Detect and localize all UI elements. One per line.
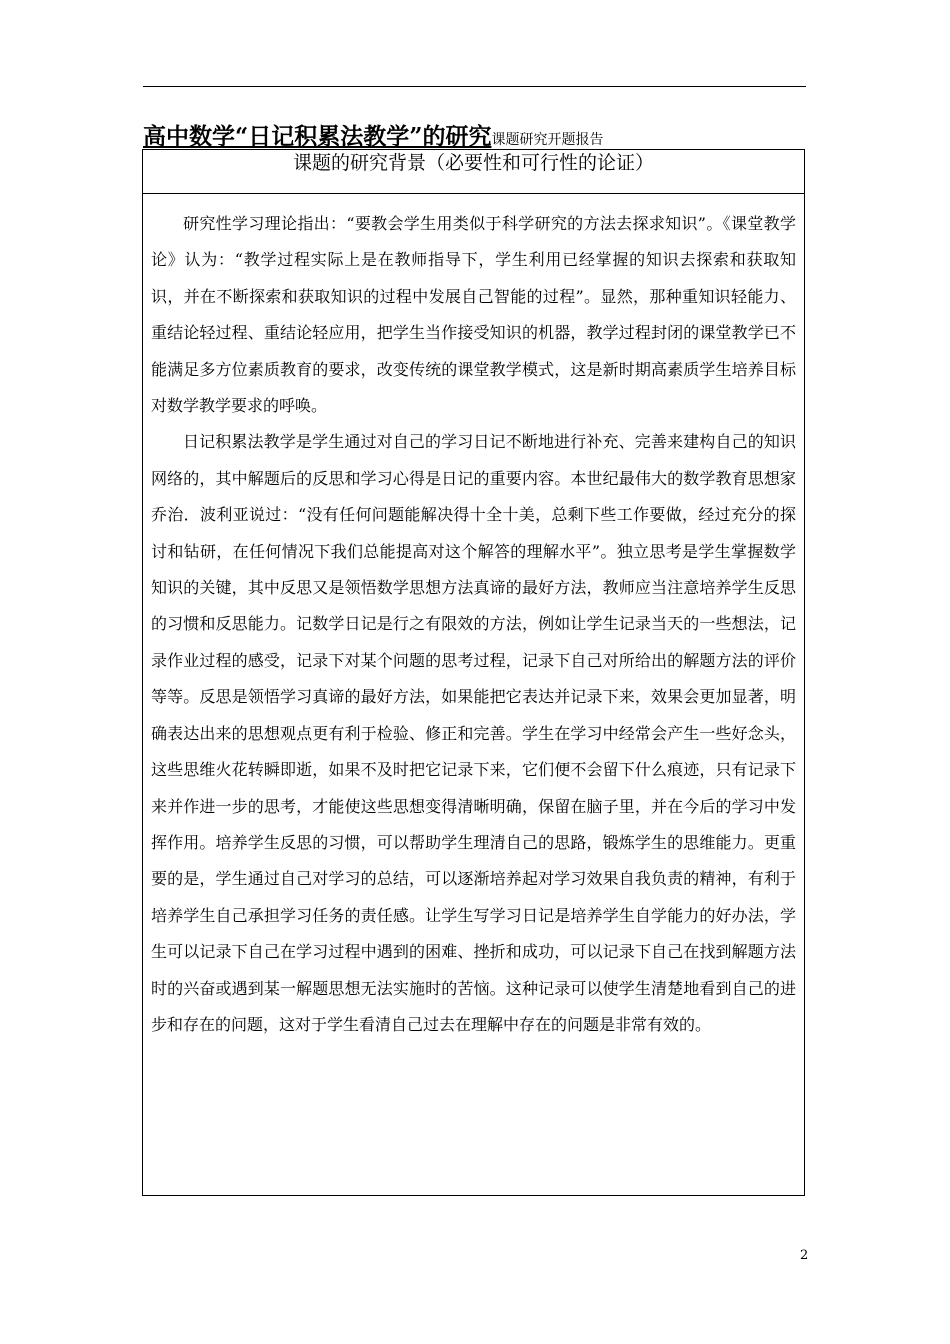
document-subtitle: 课题研究开题报告 bbox=[491, 132, 604, 148]
paragraph-1: 研究性学习理论指出：“要教会学生用类似于科学研究的方法去探求知识”。《课堂教学论》认为：“教学过程实际上是在教师指导下，学生利用已经掌握的知识去探索和获取知识，并在不断探索和获取知识的过程中发展自己智能的过程”。显然，那种重知识轻能力、重结论轻过程、重结论轻应用，把学生当作接受知识的机器，教学过程封闭的课堂教学已不能满足多方位素质教育的要求，改变传统的课堂教学模式，这是新时期高素质学生培养目标对数学教学要求的呼唤。 bbox=[151, 214, 796, 416]
report-table bbox=[142, 149, 805, 1196]
paragraph-2: 日记积累法教学是学生通过对自己的学习日记不断地进行补充、完善来建构自己的知识网络的，其中解题后的反思和学习心得是日记的重要内容。本世纪最伟大的数学教育思想家乔治．波利亚说过：“没有任何问题能解决得十全十美，总剩下些工作要做，经过充分的探讨和钻研，在任何情况下我们总能提高对这个解答的理解水平”。独立思考是学生掌握数学知识的关键，其中反思又是领悟数学思想方法真谛的最好方法，教师应当注意培养学生反思的习惯和反思能力。记数学日记是行之有限效的方法，例如让学生记录当天的一些想法，记录作业过程的感受，记录下对某个问题的思考过程，记录下自己对所给出的解题方法的评价等等。反思是领悟学习真谛的最好方法，如果能把它表达并记录下来，效果会更加显著，明确表达出来的思想观点更有利于检验、修正和完善。学生在学习中经常会产生一些好念头，这些思维火花转瞬即逝，如果不及时把它记录下来，它们便不会留下什么痕迹，只有记录下来并作进一步的思考，才能使这些思想变得清晰明确，保留在脑子里，并在今后的学习中发挥作用。培养学生反思的习惯，可以帮助学生理清自己的思路，锻炼学生的思维能力。更重要的是，学生通过自己对学习的总结，可以逐渐培养起对学习效果自我负责的精神，有利于培养学生自己承担学习任务的责任感。让学生写学习日记是培养学生自学能力的好办法，学生可以记录下自己在学习过程中遇到的困难、挫折和成功，可以记录下自己在找到解题方法时的兴奋或遇到某一解题思想无法实施时的苦恼。这种记录可以使学生清楚地看到自己的进步和存在的问题，这对于学生看清自己过去在理解中存在的问题是非常有效的。 bbox=[151, 432, 796, 1034]
table-heading: 课题的研究背景（必要性和可行性的论证） bbox=[143, 150, 804, 194]
document-title: 高中数学“日记积累法教学”的研究 bbox=[143, 123, 492, 150]
page-number: 2 bbox=[800, 1248, 809, 1263]
table-body bbox=[143, 194, 804, 1043]
header-rule bbox=[143, 86, 806, 87]
